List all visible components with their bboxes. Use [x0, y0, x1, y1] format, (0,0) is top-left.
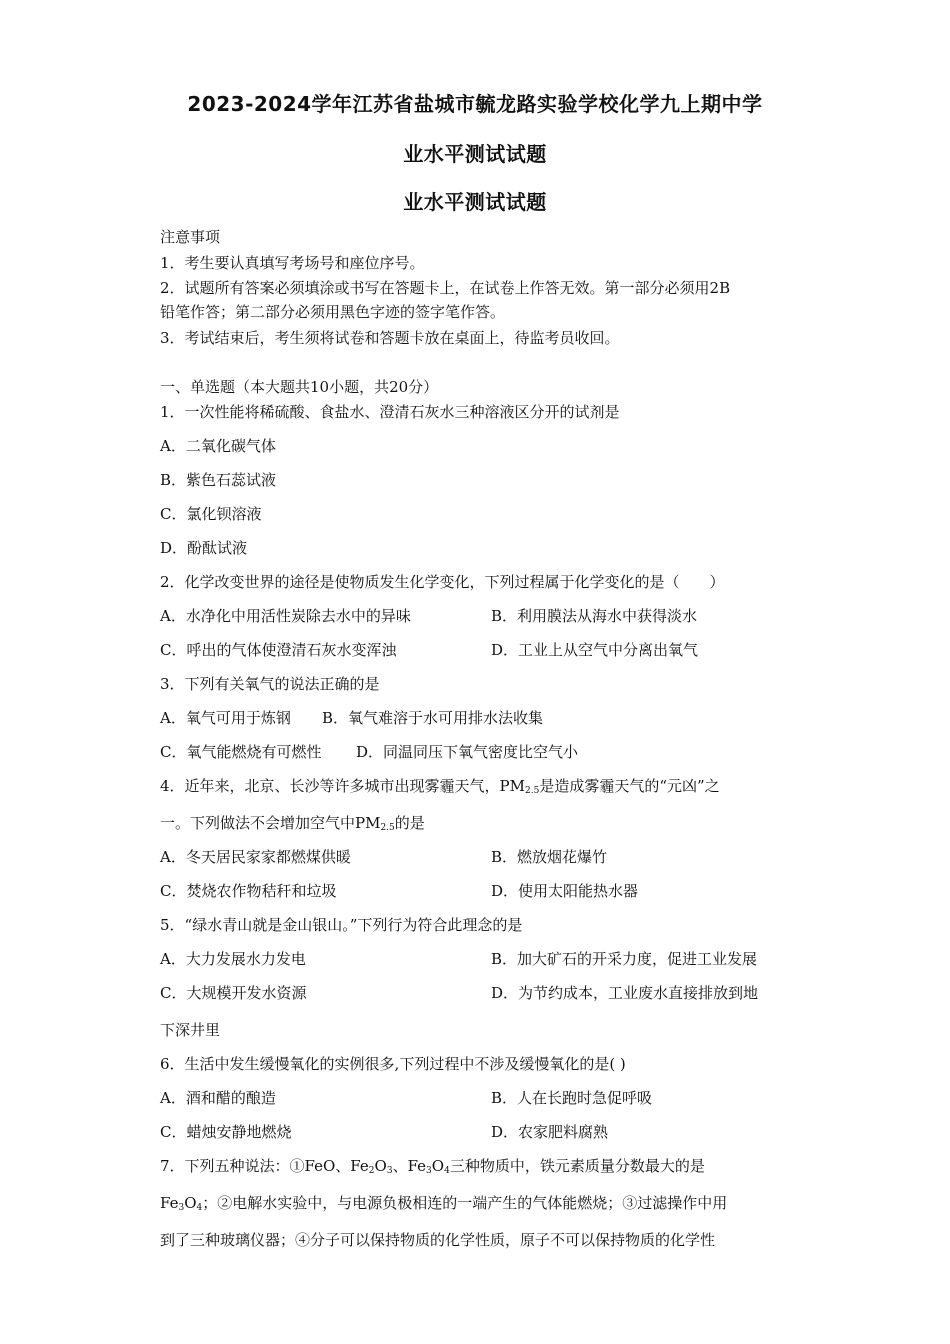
question-5-option-b: B．加大矿石的开采力度，促进工业发展	[491, 950, 758, 968]
question-1-option-c: C．氯化钡溶液	[160, 505, 262, 523]
title-line-3: 业水平测试试题	[403, 190, 547, 214]
question-4-stem-line-2: 一。下列做法不会增加空气中$PM_{2.5}$的是	[160, 814, 425, 833]
question-1-option-d: D．酚酞试液	[160, 539, 248, 557]
question-3-option-c: C．氧气能燃烧有可燃性	[160, 743, 322, 761]
question-5-option-c: C．大规模开发水资源	[160, 984, 307, 1002]
question-6-option-d: D．农家肥料腐熟	[491, 1123, 609, 1141]
question-1-stem: 1．一次性能将稀硫酸、食盐水、澄清石灰水三种溶液区分开的试剂是	[160, 403, 620, 421]
question-2-stem: 2．化学改变世界的途径是使物质发生化学变化，下列过程属于化学变化的是（ ）	[160, 573, 725, 591]
notice-item: 3．考试结束后，考生须将试卷和答题卡放在桌面上，待监考员收回。	[160, 329, 620, 347]
question-5-stem: 5．“绿水青山就是金山银山。”下列行为符合此理念的是	[160, 916, 523, 934]
question-7-line-1: 7．下列五种说法：①FeO、$Fe_2O_3$、$Fe_3O_4$三种物质中，铁元素质量分数最大的是	[160, 1157, 705, 1176]
question-1-option-a: A．二氧化碳气体	[160, 437, 276, 455]
title-line-2: 业水平测试试题	[403, 142, 547, 166]
question-2-option-c: C．呼出的气体使澄清石灰水变浑浊	[160, 641, 397, 659]
question-6-option-a: A．酒和醋的酿造	[160, 1089, 276, 1107]
notice-item: 铅笔作答；第二部分必须用黑色字迹的签字笔作答。	[160, 303, 506, 321]
question-4-option-c: C．焚烧农作物秸秆和垃圾	[160, 882, 337, 900]
question-5-option-d: D．为节约成本，工业废水直接排放到地	[491, 984, 759, 1002]
question-6-option-b: B．人在长跑时急促呼吸	[491, 1089, 653, 1107]
question-4-option-a: A．冬天居民家家都燃煤供暖	[160, 848, 351, 866]
question-6-option-c: C．蜡烛安静地燃烧	[160, 1123, 292, 1141]
notice-heading: 注意事项	[160, 228, 221, 246]
question-4-stem-line-1: 4．近年来，北京、长沙等许多城市出现雾霾天气，$PM_{2.5}$是造成雾霾天气的“元凶”之	[160, 777, 720, 796]
question-4-option-d: D．使用太阳能热水器	[491, 882, 639, 900]
section-heading: 一、单选题（本大题共10小题，共20分）	[160, 378, 439, 396]
question-7-line-2: $Fe_3O_4$；②电解水实验中，与电源负极相连的一端产生的气体能燃烧；③过滤操作中用	[160, 1194, 728, 1213]
question-6-stem: 6．生活中发生缓慢氧化的实例很多,下列过程中不涉及缓慢氧化的是( )	[160, 1055, 626, 1073]
question-3-stem: 3．下列有关氧气的说法正确的是	[160, 675, 380, 693]
question-2-option-d: D．工业上从空气中分离出氧气	[491, 641, 699, 659]
question-2-option-a: A．水净化中用活性炭除去水中的异味	[160, 607, 411, 625]
question-5-option-a: A．大力发展水力发电	[160, 950, 306, 968]
question-3-option-d: D．同温同压下氧气密度比空气小	[356, 743, 579, 761]
question-5-option-d-continued: 下深井里	[160, 1021, 221, 1039]
question-7-line-3: 到了三种玻璃仪器；④分子可以保持物质的化学性质，原子不可以保持物质的化学性	[160, 1231, 716, 1249]
title-line-1: 2023-2024学年江苏省盐城市毓龙路实验学校化学九上期中学	[187, 92, 763, 116]
notice-item: 1．考生要认真填写考场号和座位序号。	[160, 254, 425, 272]
question-2-option-b: B．利用膜法从海水中获得淡水	[491, 607, 698, 625]
question-1-option-b: B．紫色石蕊试液	[160, 471, 277, 489]
question-4-option-b: B．燃放烟花爆竹	[491, 848, 608, 866]
question-3-option-a: A．氧气可用于炼钢	[160, 709, 291, 727]
notice-item: 2．试题所有答案必须填涂或书写在答题卡上，在试卷上作答无效。第一部分必须用2B	[160, 279, 731, 297]
question-3-option-b: B．氧气难溶于水可用排水法收集	[322, 709, 544, 727]
